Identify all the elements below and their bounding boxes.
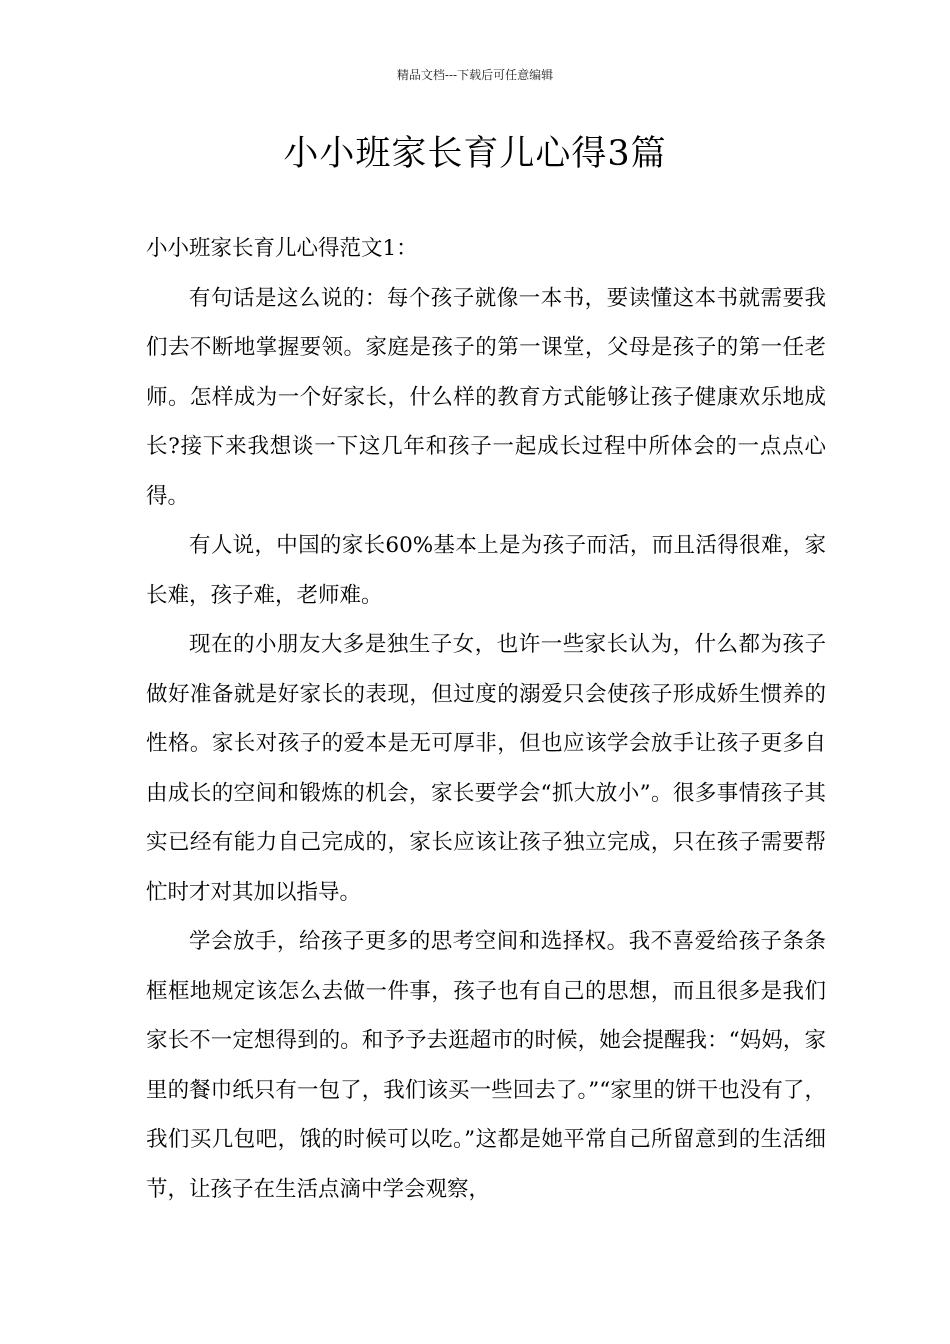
header-note: 精品文档---下载后可任意编辑 [396,68,554,82]
document-body [146,224,826,1214]
paragraph-4: 学会放手，给孩子更多的思考空间和选择权。我不喜爱给孩子条条框框地规定该怎么去做一件事，孩子也有自己的思想，而且很多是我们家长不一定想得到的。和予予去逛超市的时候，她会提醒我：“妈妈，家里的餐巾纸只有一包了，我们该买一些回去了。”“家里的饼干也没有了，我们买几包吧，饿的时候可以吃。”这都是她平常自己所留意到的生活细节，让孩子在生活点滴中学会观察， [146,929,826,1202]
section-heading: 小小班家长育儿心得范文1： [146,236,418,261]
paragraph-3: 现在的小朋友大多是独生子女，也许一些家长认为，什么都为孩子做好准备就是好家长的表现，但过度的溺爱只会使孩子形成娇生惯养的性格。家长对孩子的爱本是无可厚非，但也应该学会放手让孩子更多自由成长的空间和锻炼的机会，家长要学会“抓大放小”。很多事情孩子其实已经有能力自己完成的，家长应该让孩子独立完成，只在孩子需要帮忙时才对其加以指导。 [146,632,826,905]
paragraph-2: 有人说，中国的家长60%基本上是为孩子而活，而且活得很难，家长难，孩子难，老师难。 [146,533,826,608]
paragraph-1: 有句话是这么说的：每个孩子就像一本书，要读懂这本书就需要我们去不断地掌握要领。家庭是孩子的第一课堂，父母是孩子的第一任老师。怎样成为一个好家长，什么样的教育方式能够让孩子健康欢乐地成长?接下来我想谈一下这几年和孩子一起成长过程中所体会的一点点心得。 [146,285,826,509]
document-title: 小小班家长育儿心得3篇 [283,134,667,174]
